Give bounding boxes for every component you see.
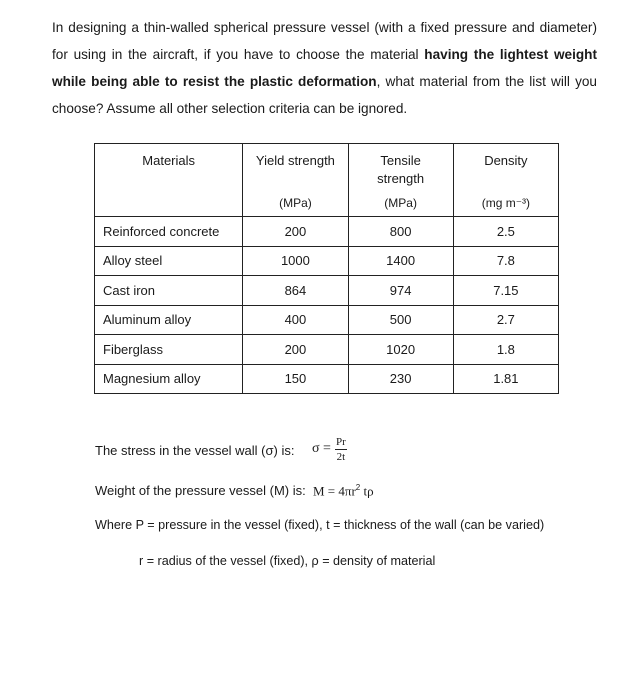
header-tensile-unit: (MPa) <box>384 196 417 210</box>
question-bold-criterion: having the lightest weight while being able to resist the plastic deformation <box>52 47 597 89</box>
stress-lhs: σ = <box>312 441 331 456</box>
header-density-unit: (mg m⁻³) <box>481 196 531 210</box>
cell-density: 1.81 <box>453 364 558 394</box>
cell-tensile: 1020 <box>348 335 453 365</box>
cell-yield: 200 <box>243 217 348 247</box>
stress-numerator: Pr <box>336 436 346 448</box>
cell-density: 1.8 <box>453 335 558 365</box>
table-row <box>95 364 559 394</box>
cell-tensile: 230 <box>348 364 453 394</box>
cell-yield: 200 <box>243 335 348 365</box>
cell-material: Cast iron <box>95 276 243 306</box>
header-yield-unit: (MPa) <box>279 196 312 210</box>
where-definitions: Where P = pressure in the vessel (fixed), t = thickness of the wall (can be varied) <box>95 518 545 532</box>
cell-material: Reinforced concrete <box>95 217 243 247</box>
weight-formula: $M = 4\pi r^2$ tρ <box>313 483 374 499</box>
cell-yield: 1000 <box>243 246 348 276</box>
stress-label: The stress in the vessel wall (σ) is: <box>95 443 295 458</box>
question-text <box>52 14 597 122</box>
cell-density: 7.15 <box>453 276 558 306</box>
materials-table <box>94 143 559 394</box>
table-row <box>95 335 559 365</box>
table-row <box>95 246 559 276</box>
cell-yield: 400 <box>243 305 348 335</box>
table-row <box>95 217 559 247</box>
cell-material: Alloy steel <box>95 246 243 276</box>
cell-tensile: 1400 <box>348 246 453 276</box>
header-materials: Materials <box>95 144 243 217</box>
cell-material: Aluminum alloy <box>95 305 243 335</box>
question-part1: In designing a thin-walled spherical pressure vessel (with a fixed pressure and diameter) for using in the aircraft, if you have to choose the material <box>52 20 597 62</box>
weight-label: Weight of the pressure vessel (M) is: <box>95 483 306 498</box>
cell-tensile: 974 <box>348 276 453 306</box>
cell-density: 2.7 <box>453 305 558 335</box>
cell-density: 7.8 <box>453 246 558 276</box>
table-row <box>95 276 559 306</box>
cell-tensile: 500 <box>348 305 453 335</box>
cell-density: 2.5 <box>453 217 558 247</box>
table-header-row <box>95 144 559 217</box>
radius-definition: r = radius of the vessel (fixed), ρ = density of material <box>139 554 436 568</box>
cell-yield: 864 <box>243 276 348 306</box>
question-part2: , what material from the list will you choose? Assume all other selection criteria can be ignored. <box>52 74 597 116</box>
table-row <box>95 305 559 335</box>
header-density: Density (mg m⁻³) <box>453 144 558 217</box>
cell-material: Fiberglass <box>95 335 243 365</box>
header-tensile-strength: Tensile strength (MPa) <box>348 144 453 217</box>
cell-tensile: 800 <box>348 217 453 247</box>
cell-yield: 150 <box>243 364 348 394</box>
stress-fraction <box>335 436 347 463</box>
cell-material: Magnesium alloy <box>95 364 243 394</box>
stress-denominator: 2t <box>336 451 346 463</box>
header-yield-strength: Yield strength (MPa) <box>243 144 348 217</box>
